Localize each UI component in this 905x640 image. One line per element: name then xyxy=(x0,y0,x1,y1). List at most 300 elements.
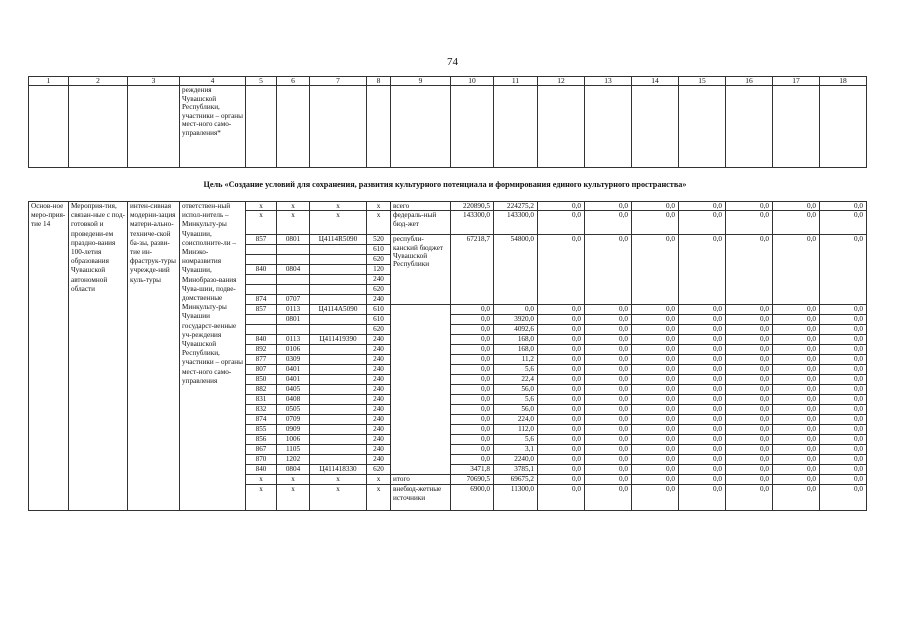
cell-value: 0,0 xyxy=(726,365,773,375)
cell-expense-type: 520 xyxy=(367,235,391,245)
cell-section: 0408 xyxy=(277,395,310,405)
cell-value: 0,0 xyxy=(585,335,632,345)
cell-expense-type: x xyxy=(367,202,391,211)
cell-expense-type: 620 xyxy=(367,465,391,475)
cell-value: 0,0 xyxy=(632,385,679,395)
cell-value: 0,0 xyxy=(632,345,679,355)
cell-value: 0,0 xyxy=(726,485,773,511)
cell-value: 0,0 xyxy=(820,405,867,415)
cell-expense-type: 620 xyxy=(367,325,391,335)
cell-admin: 857 xyxy=(246,305,277,315)
cell-value: 0,0 xyxy=(538,385,585,395)
cell-target-article xyxy=(310,445,367,455)
cell-value: 0,0 xyxy=(538,335,585,345)
cell-value: 0,0 xyxy=(773,375,820,385)
cell-admin: 857 xyxy=(246,235,277,245)
column-number: 18 xyxy=(820,77,867,86)
cell-value: 0,0 xyxy=(632,475,679,485)
cell-value: 0,0 xyxy=(585,445,632,455)
cell-value: 224275,2 xyxy=(494,202,538,211)
cell-value: 0,0 xyxy=(451,445,494,455)
cell-value: 0,0 xyxy=(773,485,820,511)
cell-source: итого xyxy=(391,475,451,485)
cell-value: 70690,5 xyxy=(451,475,494,485)
cell-value: 0,0 xyxy=(538,202,585,211)
cell-value: 168,0 xyxy=(494,335,538,345)
cell-value: 0,0 xyxy=(632,305,679,315)
cell-expense-type: 240 xyxy=(367,435,391,445)
cell-value: 0,0 xyxy=(585,405,632,415)
cell-value: 0,0 xyxy=(538,395,585,405)
cell-value: 0,0 xyxy=(679,465,726,475)
cell-source: федераль-ный бюд-жет xyxy=(391,211,451,235)
cell-target-article xyxy=(310,405,367,415)
cell-expense-type: 610 xyxy=(367,315,391,325)
column-number: 16 xyxy=(726,77,773,86)
column-number: 17 xyxy=(773,77,820,86)
cell-target-article xyxy=(310,245,367,255)
column-number: 5 xyxy=(246,77,277,86)
cell-value: 0,0 xyxy=(585,425,632,435)
cell-target-article xyxy=(310,265,367,275)
cell-value: 0,0 xyxy=(820,211,867,235)
cell-value: 0,0 xyxy=(726,415,773,425)
cell-value: 0,0 xyxy=(632,375,679,385)
cell-target-article: Ц4114А5090 xyxy=(310,305,367,315)
cell-section: 0804 xyxy=(277,265,310,275)
event-col3: интен-сивная модерни-зация матери-ально-техниче-ской ба-зы, разви-тие ин-фраструк-туры учрежде-ний куль-туры xyxy=(128,202,180,511)
cell-target-article xyxy=(310,355,367,365)
cell-value: 220890,5 xyxy=(451,202,494,211)
cell-value: 0,0 xyxy=(679,405,726,415)
cell-section: 0401 xyxy=(277,365,310,375)
cell-value: 0,0 xyxy=(726,345,773,355)
cell-value: 3920,0 xyxy=(494,315,538,325)
cell-value: 0,0 xyxy=(632,405,679,415)
funding-table xyxy=(28,201,867,511)
cell-target-article: Ц4114R5090 xyxy=(310,235,367,245)
cell-value: 0,0 xyxy=(726,465,773,475)
cell-value: 0,0 xyxy=(679,415,726,425)
column-number-row xyxy=(29,77,867,86)
cell-value: 0,0 xyxy=(773,415,820,425)
cell-value: 0,0 xyxy=(585,435,632,445)
cell-expense-type: 240 xyxy=(367,385,391,395)
column-number: 15 xyxy=(679,77,726,86)
cell-target-article xyxy=(310,275,367,285)
cell-expense-type: 240 xyxy=(367,415,391,425)
column-number: 7 xyxy=(310,77,367,86)
cell-expense-type: 610 xyxy=(367,245,391,255)
cell-value: 5,6 xyxy=(494,395,538,405)
cell-value: 0,0 xyxy=(585,305,632,315)
cell-admin: 807 xyxy=(246,365,277,375)
cell-expense-type: 240 xyxy=(367,455,391,465)
cell-expense-type: 240 xyxy=(367,345,391,355)
cell-section: 0106 xyxy=(277,345,310,355)
cell-value: 0,0 xyxy=(451,435,494,445)
cell-section: 0309 xyxy=(277,355,310,365)
cell-value: 0,0 xyxy=(451,345,494,355)
cell-value: 0,0 xyxy=(773,202,820,211)
cell-section: x xyxy=(277,202,310,211)
cell-value: 0,0 xyxy=(451,405,494,415)
cell-value: 0,0 xyxy=(726,425,773,435)
cell-value: 0,0 xyxy=(820,425,867,435)
cell-expense-type: 240 xyxy=(367,425,391,435)
header-table xyxy=(28,76,867,168)
cell-expense-type: 240 xyxy=(367,405,391,415)
cell-section: 0804 xyxy=(277,465,310,475)
cell-target-article xyxy=(310,385,367,395)
cell-value: 0,0 xyxy=(585,375,632,385)
cell-value: 0,0 xyxy=(679,305,726,315)
cell-value: 0,0 xyxy=(451,305,494,315)
cell-admin: 840 xyxy=(246,335,277,345)
cell-target-article xyxy=(310,395,367,405)
cell-value: 0,0 xyxy=(773,335,820,345)
cell-section: 0709 xyxy=(277,415,310,425)
cell-value: 0,0 xyxy=(679,345,726,355)
cell-value: 168,0 xyxy=(494,345,538,355)
cell-value: 0,0 xyxy=(679,375,726,385)
cell-expense-type: 240 xyxy=(367,355,391,365)
cell-target-article: x xyxy=(310,211,367,235)
cell-source: республи-канский бюджет Чувашской Республики xyxy=(391,235,451,305)
cell-value: 0,0 xyxy=(632,211,679,235)
cell-value: 56,0 xyxy=(494,405,538,415)
cell-value: 224,0 xyxy=(494,415,538,425)
cell-value: 0,0 xyxy=(773,345,820,355)
cell-value: 0,0 xyxy=(538,365,585,375)
column-number: 2 xyxy=(69,77,128,86)
cell-admin: x xyxy=(246,475,277,485)
cell-value: 0,0 xyxy=(773,315,820,325)
cell-value: 0,0 xyxy=(820,355,867,365)
cell-value: 0,0 xyxy=(585,365,632,375)
cell-value: 0,0 xyxy=(632,315,679,325)
cell-value: 0,0 xyxy=(538,405,585,415)
cell-value: 0,0 xyxy=(726,395,773,405)
cell-value: 0,0 xyxy=(820,395,867,405)
cell-value: 0,0 xyxy=(538,475,585,485)
cell-value: 0,0 xyxy=(538,325,585,335)
cell-value: 0,0 xyxy=(538,485,585,511)
cell-value: 0,0 xyxy=(820,345,867,355)
cell-expense-type: 240 xyxy=(367,445,391,455)
cell-value: 0,0 xyxy=(773,405,820,415)
cell-value: 0,0 xyxy=(451,415,494,425)
continuation-text: реждения Чувашской Республики, участники – органы мест-ного само-управления* xyxy=(180,86,246,168)
cell-admin xyxy=(246,245,277,255)
cell-value: 0,0 xyxy=(632,445,679,455)
cell-value: 0,0 xyxy=(820,315,867,325)
cell-value: 0,0 xyxy=(820,305,867,315)
cell-section: 1105 xyxy=(277,445,310,455)
cell-section: 0707 xyxy=(277,295,310,305)
cell-value: 0,0 xyxy=(726,375,773,385)
cell-admin: 867 xyxy=(246,445,277,455)
cell-value: 54800,0 xyxy=(494,235,538,305)
cell-source: всего xyxy=(391,202,451,211)
cell-section: 0909 xyxy=(277,425,310,435)
cell-value: 0,0 xyxy=(679,365,726,375)
column-number: 12 xyxy=(538,77,585,86)
cell-admin: 882 xyxy=(246,385,277,395)
cell-value: 0,0 xyxy=(820,335,867,345)
cell-section: 0801 xyxy=(277,235,310,245)
cell-section: 0405 xyxy=(277,385,310,395)
cell-value: 0,0 xyxy=(726,445,773,455)
cell-value: 56,0 xyxy=(494,385,538,395)
column-number: 14 xyxy=(632,77,679,86)
cell-target-article xyxy=(310,255,367,265)
cell-value: 0,0 xyxy=(773,355,820,365)
cell-value: 0,0 xyxy=(820,325,867,335)
cell-expense-type: x xyxy=(367,211,391,235)
cell-value: 0,0 xyxy=(538,235,585,305)
cell-admin: x xyxy=(246,202,277,211)
cell-target-article xyxy=(310,345,367,355)
cell-value: 0,0 xyxy=(538,305,585,315)
cell-value: 0,0 xyxy=(773,325,820,335)
cell-admin xyxy=(246,325,277,335)
cell-value: 0,0 xyxy=(773,365,820,375)
cell-value: 0,0 xyxy=(538,415,585,425)
cell-value: 0,0 xyxy=(538,355,585,365)
cell-value: 0,0 xyxy=(820,385,867,395)
event-col1: Основ-ное меро-прия-тие 14 xyxy=(29,202,69,511)
cell-value: 0,0 xyxy=(679,385,726,395)
cell-section xyxy=(277,255,310,265)
cell-expense-type: x xyxy=(367,475,391,485)
column-number: 11 xyxy=(494,77,538,86)
cell-value: 0,0 xyxy=(679,425,726,435)
cell-value: 0,0 xyxy=(679,435,726,445)
cell-value: 3785,1 xyxy=(494,465,538,475)
cell-value: 0,0 xyxy=(820,445,867,455)
cell-value: 0,0 xyxy=(632,395,679,405)
cell-expense-type: 620 xyxy=(367,255,391,265)
cell-value: 0,0 xyxy=(773,445,820,455)
cell-section: 1006 xyxy=(277,435,310,445)
cell-expense-type: 240 xyxy=(367,375,391,385)
cell-value: 0,0 xyxy=(538,315,585,325)
cell-section: x xyxy=(277,211,310,235)
event-col4: ответствен-ный испол-нитель – Минкульту-ры Чувашии, соисполните-ли – Минэко-номразвития Чувашии, Минобразо-вания Чува-шии, подве-домственные Минкульту-ры Чувашии государст-венные уч-реждения Чувашской Республики, участники – органы мест-ного само-управления xyxy=(180,202,246,511)
cell-value: 0,0 xyxy=(773,455,820,465)
page-number: 74 xyxy=(447,56,458,68)
cell-admin: 874 xyxy=(246,295,277,305)
cell-value: 0,0 xyxy=(726,355,773,365)
cell-value: 0,0 xyxy=(632,425,679,435)
cell-value: 0,0 xyxy=(538,465,585,475)
cell-value: 0,0 xyxy=(632,415,679,425)
event-col2: Мероприя-тия, связан-ные с под-готовкой и проведени-ем праздно-вания 100-летия образования Чувашской автономной области xyxy=(69,202,128,511)
cell-value: 0,0 xyxy=(679,315,726,325)
cell-value: 0,0 xyxy=(726,325,773,335)
cell-target-article: x xyxy=(310,475,367,485)
cell-value: 0,0 xyxy=(726,235,773,305)
cell-value: 0,0 xyxy=(679,395,726,405)
cell-target-article: x xyxy=(310,202,367,211)
cell-value: 0,0 xyxy=(585,395,632,405)
cell-admin: 892 xyxy=(246,345,277,355)
cell-target-article xyxy=(310,425,367,435)
cell-value: 11,2 xyxy=(494,355,538,365)
cell-value: 0,0 xyxy=(451,395,494,405)
cell-value: 0,0 xyxy=(679,445,726,455)
cell-admin xyxy=(246,255,277,265)
cell-expense-type: 240 xyxy=(367,395,391,405)
cell-value: 0,0 xyxy=(585,202,632,211)
cell-expense-type: 240 xyxy=(367,275,391,285)
cell-target-article xyxy=(310,285,367,295)
cell-value: 0,0 xyxy=(585,315,632,325)
cell-admin: x xyxy=(246,485,277,511)
cell-value: 0,0 xyxy=(773,235,820,305)
cell-value: 0,0 xyxy=(585,475,632,485)
cell-value: 0,0 xyxy=(773,465,820,475)
cell-value: 0,0 xyxy=(632,202,679,211)
cell-expense-type: 240 xyxy=(367,295,391,305)
cell-value: 0,0 xyxy=(820,465,867,475)
cell-value: 143300,0 xyxy=(494,211,538,235)
cell-section: x xyxy=(277,485,310,511)
cell-value: 0,0 xyxy=(726,315,773,325)
cell-target-article xyxy=(310,375,367,385)
cell-value: 0,0 xyxy=(494,305,538,315)
cell-section: 0113 xyxy=(277,305,310,315)
cell-value: 0,0 xyxy=(632,235,679,305)
cell-section xyxy=(277,275,310,285)
cell-value: 0,0 xyxy=(773,395,820,405)
cell-section: x xyxy=(277,475,310,485)
cell-value: 0,0 xyxy=(820,202,867,211)
cell-value: 0,0 xyxy=(679,325,726,335)
cell-value: 0,0 xyxy=(538,455,585,465)
cell-admin xyxy=(246,285,277,295)
cell-value: 0,0 xyxy=(538,435,585,445)
cell-value: 0,0 xyxy=(451,375,494,385)
cell-value: 0,0 xyxy=(451,355,494,365)
cell-value: 67218,7 xyxy=(451,235,494,305)
cell-value: 0,0 xyxy=(726,305,773,315)
table-row xyxy=(29,202,867,211)
column-number: 8 xyxy=(367,77,391,86)
cell-value: 0,0 xyxy=(451,335,494,345)
cell-value: 3,1 xyxy=(494,445,538,455)
column-number: 6 xyxy=(277,77,310,86)
cell-admin: 831 xyxy=(246,395,277,405)
cell-value: 5,6 xyxy=(494,365,538,375)
column-number: 3 xyxy=(128,77,180,86)
cell-admin xyxy=(246,275,277,285)
cell-value: 0,0 xyxy=(679,485,726,511)
cell-value: 0,0 xyxy=(632,485,679,511)
cell-value: 0,0 xyxy=(820,235,867,305)
cell-value: 0,0 xyxy=(632,325,679,335)
cell-value: 0,0 xyxy=(820,435,867,445)
cell-value: 0,0 xyxy=(585,385,632,395)
cell-value: 0,0 xyxy=(585,345,632,355)
cell-expense-type: 620 xyxy=(367,285,391,295)
cell-value: 0,0 xyxy=(726,475,773,485)
cell-section: 0113 xyxy=(277,335,310,345)
cell-value: 0,0 xyxy=(585,325,632,335)
cell-value: 0,0 xyxy=(773,385,820,395)
cell-source xyxy=(391,305,451,475)
cell-value: 0,0 xyxy=(585,485,632,511)
cell-value: 0,0 xyxy=(538,425,585,435)
cell-source: внебюд-жетные источники xyxy=(391,485,451,511)
cell-value: 0,0 xyxy=(451,385,494,395)
cell-admin: 840 xyxy=(246,265,277,275)
cell-value: 0,0 xyxy=(726,202,773,211)
cell-value: 0,0 xyxy=(632,365,679,375)
cell-value: 0,0 xyxy=(585,455,632,465)
cell-value: 2240,0 xyxy=(494,455,538,465)
cell-value: 0,0 xyxy=(679,455,726,465)
cell-value: 0,0 xyxy=(632,435,679,445)
cell-target-article: Ц411419390 xyxy=(310,335,367,345)
cell-value: 0,0 xyxy=(726,435,773,445)
column-number: 10 xyxy=(451,77,494,86)
cell-value: 6900,0 xyxy=(451,485,494,511)
cell-value: 0,0 xyxy=(726,211,773,235)
cell-section xyxy=(277,325,310,335)
cell-value: 0,0 xyxy=(679,355,726,365)
column-number: 1 xyxy=(29,77,69,86)
cell-value: 0,0 xyxy=(538,345,585,355)
cell-section: 0801 xyxy=(277,315,310,325)
cell-value: 0,0 xyxy=(679,335,726,345)
cell-expense-type: 610 xyxy=(367,305,391,315)
cell-expense-type: x xyxy=(367,485,391,511)
cell-value: 69675,2 xyxy=(494,475,538,485)
cell-admin xyxy=(246,315,277,325)
cell-value: 0,0 xyxy=(726,405,773,415)
cell-value: 4092,6 xyxy=(494,325,538,335)
cell-value: 0,0 xyxy=(632,355,679,365)
cell-value: 0,0 xyxy=(451,315,494,325)
cell-target-article: Ц411418330 xyxy=(310,465,367,475)
cell-value: 0,0 xyxy=(726,385,773,395)
cell-value: 0,0 xyxy=(632,465,679,475)
cell-value: 5,6 xyxy=(494,435,538,445)
cell-value: 22,4 xyxy=(494,375,538,385)
cell-value: 0,0 xyxy=(451,455,494,465)
cell-admin: 855 xyxy=(246,425,277,435)
cell-target-article xyxy=(310,295,367,305)
cell-section: 0505 xyxy=(277,405,310,415)
cell-value: 0,0 xyxy=(773,425,820,435)
cell-value: 0,0 xyxy=(538,211,585,235)
cell-value: 0,0 xyxy=(632,455,679,465)
cell-value: 0,0 xyxy=(538,445,585,455)
cell-target-article xyxy=(310,325,367,335)
cell-value: 0,0 xyxy=(585,415,632,425)
cell-value: 0,0 xyxy=(820,485,867,511)
cell-section xyxy=(277,285,310,295)
cell-admin: 856 xyxy=(246,435,277,445)
continuation-row xyxy=(29,86,867,168)
cell-value: 0,0 xyxy=(773,211,820,235)
cell-value: 0,0 xyxy=(773,475,820,485)
cell-value: 0,0 xyxy=(726,455,773,465)
cell-value: 0,0 xyxy=(679,211,726,235)
cell-value: 0,0 xyxy=(451,365,494,375)
